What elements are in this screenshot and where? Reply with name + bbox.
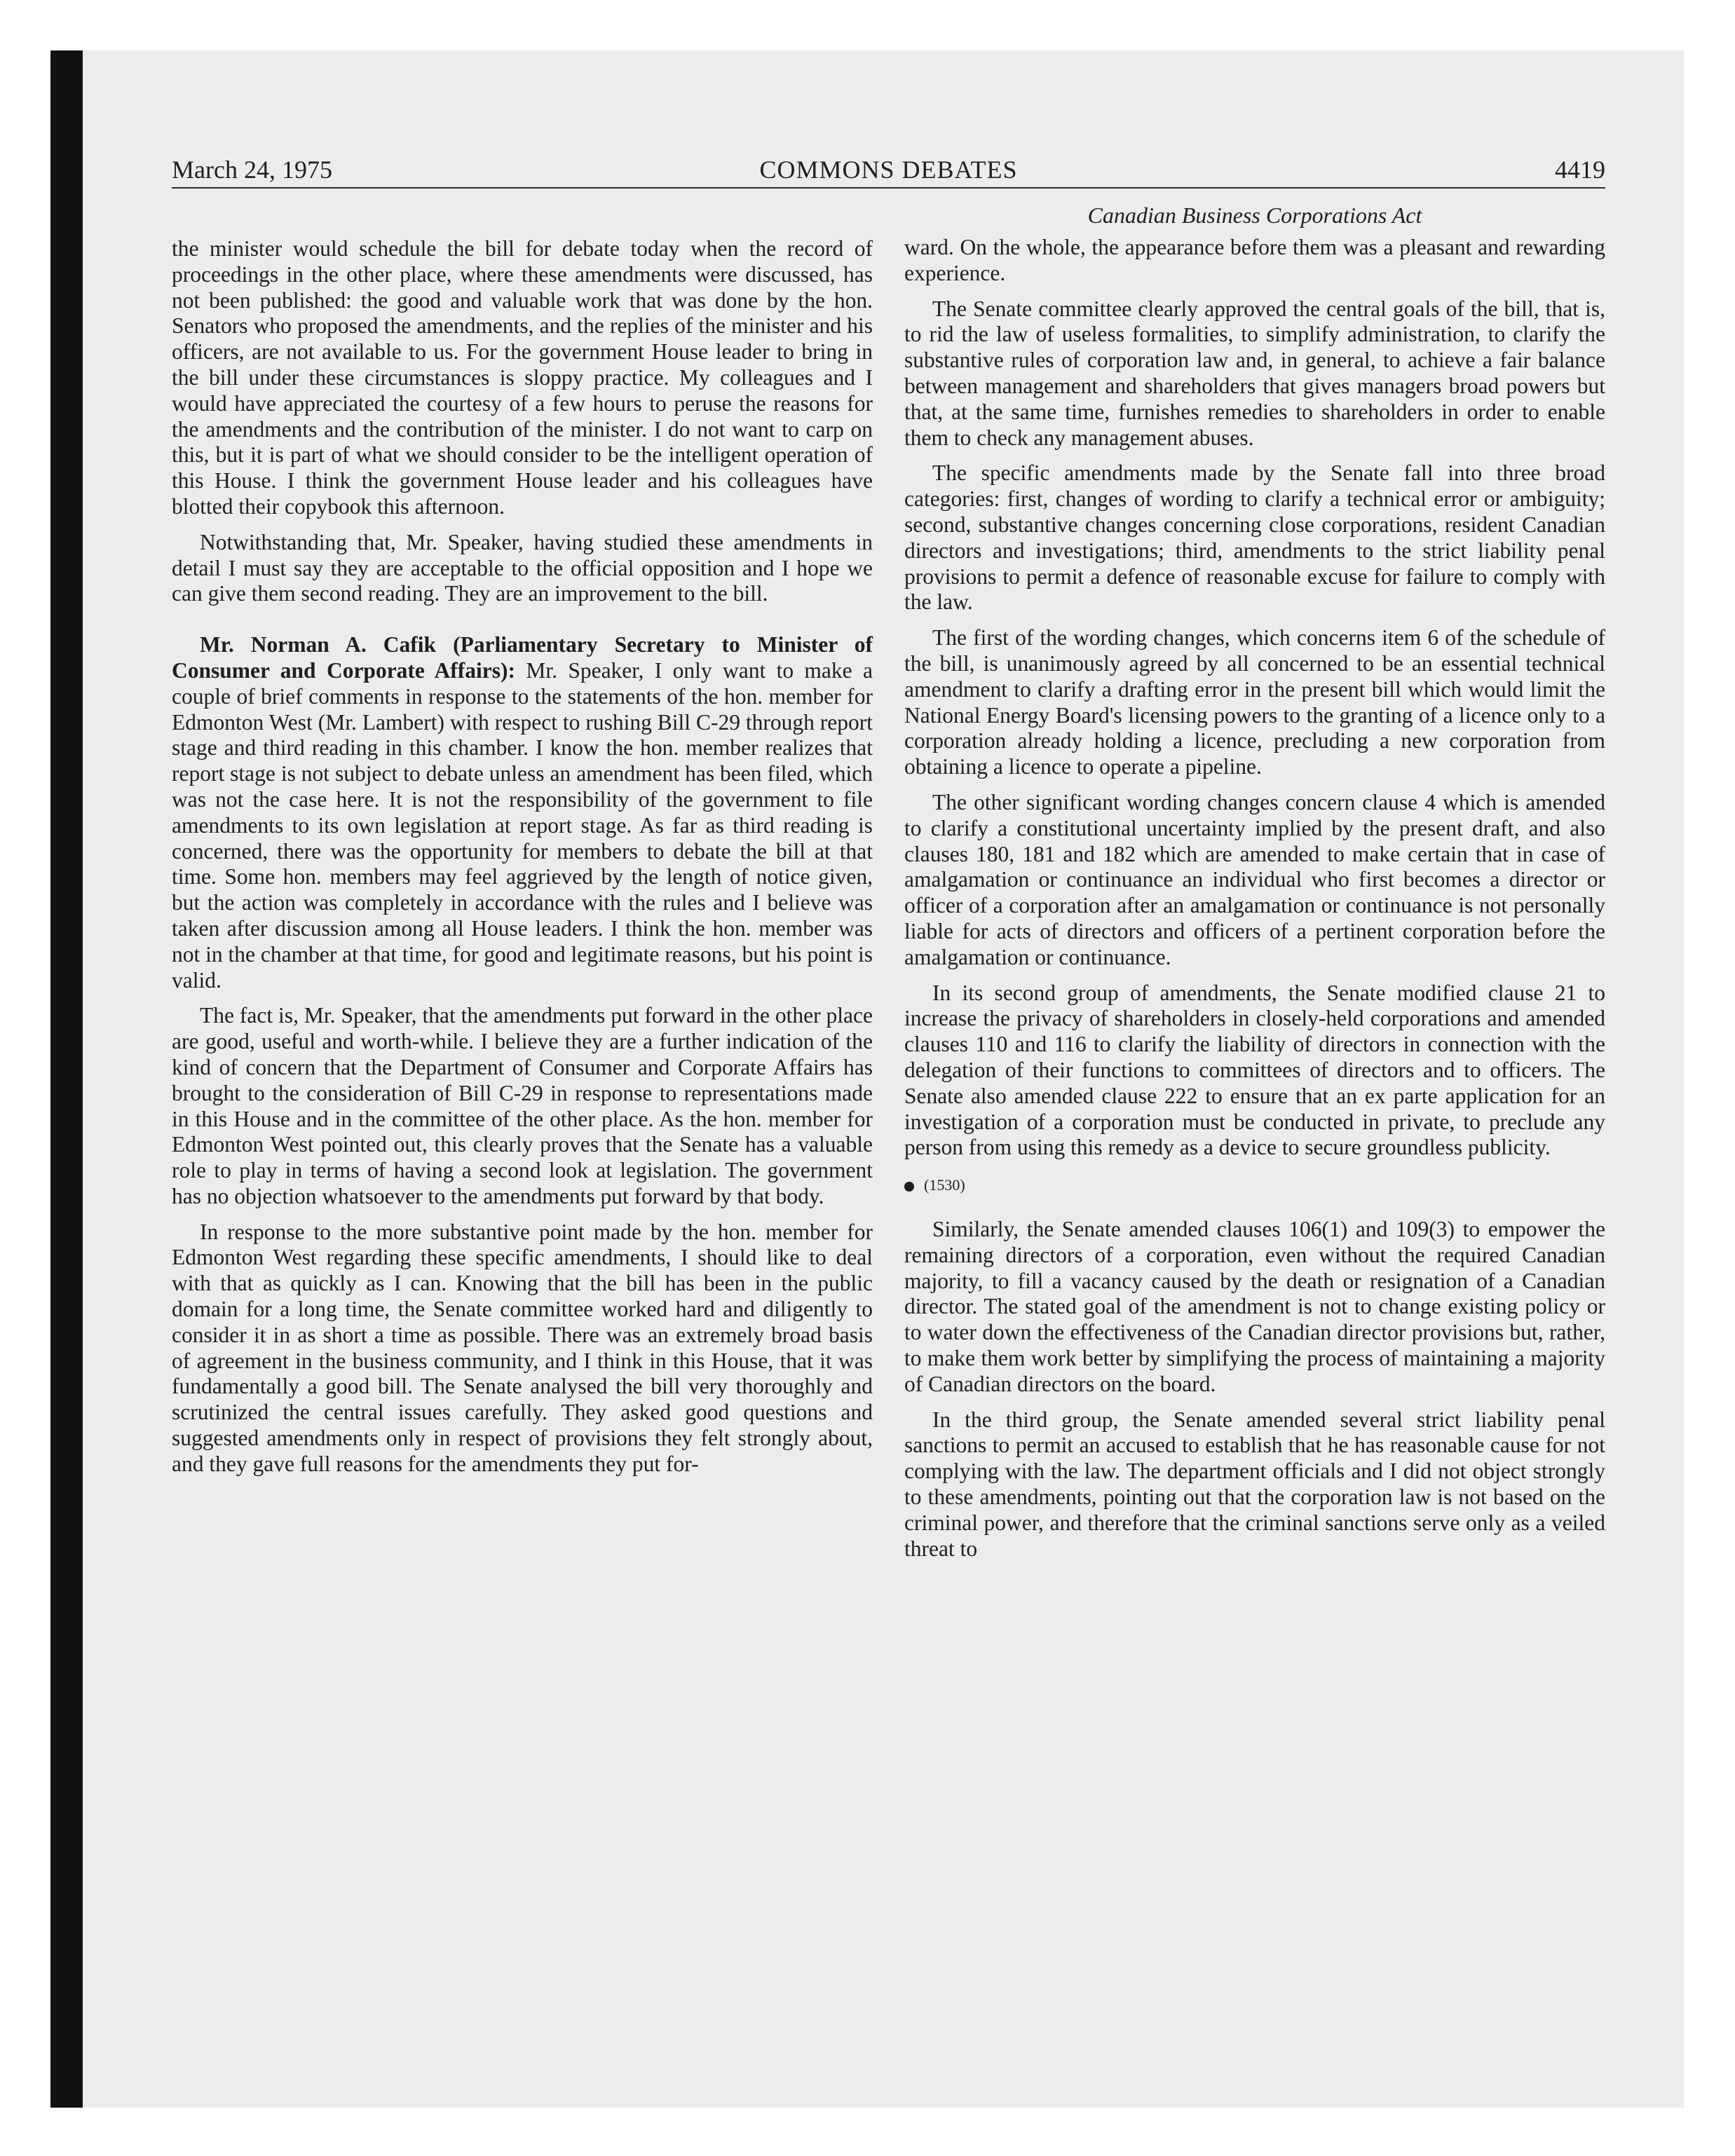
paragraph: The specific amendments made by the Senate fall into three broad categories: first, changes of wording to clarify a technical error or ambiguity; second, substantive changes concerning close corporations, resident Canadian directors and investigations; third, amendments to the strict liability penal provisions to permit a defence of reasonable excuse for failure to comply with the law.: [904, 460, 1605, 615]
paragraph: ward. On the whole, the appearance before them was a pleasant and rewarding experience.: [904, 235, 1605, 285]
paragraph: Notwithstanding that, Mr. Speaker, having studied these amendments in detail I must say they are acceptable to the official opposition and I hope we can give them second reading. They are an improvement to the bill.: [172, 529, 873, 606]
speaker-text: Mr. Speaker, I only want to make a couple of brief comments in response to the statements of the hon. member for Edmonton West (Mr. Lambert) with respect to rushing Bill C-29 through report stage and third reading in this chamber. I know the hon. member realizes that report stage is not subject to debate unless an amendment has been filed, which was not the case here. It is not the responsibility of the government to file amendments to its own legislation at report stage. As far as third reading is concerned, there was the opportunity for members to debate the bill at that time. Some hon. members may feel aggrieved by the length of notice given, but the action was completely in accordance with the rules and I believe was taken after discussion among all House leaders. I think the hon. member was not in the chamber at that time, for good and legitimate reasons, but his point is valid.: [172, 657, 873, 992]
paragraph: In its second group of amendments, the Senate modified clause 21 to increase the privacy of shareholders in closely-held corporations and amended clauses 110 and 116 to clarify the liability of directors in connection with the delegation of their functions to committees of directors and to officers. The Senate also amended clause 222 to ensure that an ex parte application for an investigation of a corporation must be conducted in private, to preclude any person from using this remedy as a device to secure groundless publicity.: [904, 980, 1605, 1160]
bullet-icon: [904, 1182, 914, 1192]
paragraph: Similarly, the Senate amended clauses 106(1) and 109(3) to empower the remaining directors of a corporation, even without the required Canadian majority, to fill a vacancy caused by the death or resignation of a Canadian director. The stated goal of the amendment is not to change existing policy or to water down the effectiveness of the Canadian director provisions but, rather, to make them work better by simplifying the process of maintaining a majority of Canadian directors on the board.: [904, 1217, 1605, 1396]
paragraph: The fact is, Mr. Speaker, that the amendments put forward in the other place are good, useful and worth-while. I believe they are a further indication of the kind of concern that the Department of Consumer and Corporate Affairs has brought to the consideration of Bill C-29 in response to representations made in this House and in the committee of the other place. As the hon. member for Edmonton West pointed out, this clearly proves that the Senate has a valuable role to play in terms of having a second look at legislation. The government has no objection whatsoever to the amendments put forward by that body.: [172, 1003, 873, 1208]
timestamp-text: (1530): [924, 1176, 965, 1194]
page-header: [172, 151, 1605, 189]
paragraph: In the third group, the Senate amended several strict liability penal sanctions to permit an accused to establish that he has reasonable cause for not complying with the law. The department officials and I did not object strongly to these amendments, pointing out that the corporation law is not based on the criminal power, and therefore that the criminal sanctions serve only as a veiled threat to: [904, 1407, 1605, 1561]
paragraph: The first of the wording changes, which concerns item 6 of the schedule of the bill, is unanimously agreed by all concerned to be an essential technical amendment to clarify a drafting error in the present bill which would limit the National Energy Board's licensing powers to the granting of a licence only to a corporation already holding a licence, precluding a new corporation from obtaining a licence to operate a pipeline.: [904, 625, 1605, 779]
right-column: [904, 203, 1605, 1571]
header-title: COMMONS DEBATES: [759, 156, 1018, 184]
timestamp-marker: [904, 1175, 1605, 1196]
left-column: [172, 203, 873, 1571]
speaker-name: Mr. Norman A. Cafik (Parliamentary Secretary to Minister of Consumer and Corporate Affairs):: [172, 632, 873, 683]
running-head: Canadian Business Corporations Act: [1087, 203, 1422, 228]
document-page: [172, 151, 1605, 1571]
paragraph: The other significant wording changes concern clause 4 which is amended to clarify a constitutional uncertainty implied by the present draft, and also clauses 180, 181 and 182 which are amended to make certain that in case of amalgamation or continuance an individual who first becomes a director or officer of a corporation after an amalgamation or continuance is not personally liable for acts of directors and officers of a pertinent corporation before the amalgamation or continuance.: [904, 789, 1605, 969]
paragraph: the minister would schedule the bill for debate today when the record of proceedings in the other place, where these amendments were discussed, has not been published: the good and valuable work that was done by the hon. Senators who proposed the amendments, and the replies of the minister and his officers, are not available to us. For the government House leader to bring in the bill under these circumstances is sloppy practice. My colleagues and I would have appreciated the courtesy of a few hours to peruse the reasons for the amendments and the contribution of the minister. I do not want to carp on this, but it is part of what we should consider to be the intelligent operation of this House. I think the government House leader and his colleagues have blotted their copybook this afternoon.: [172, 236, 873, 519]
scan-edge-bar: [50, 50, 83, 2108]
paragraph: In response to the more substantive point made by the hon. member for Edmonton West regarding these specific amendments, I should like to deal with that as quickly as I can. Knowing that the bill has been in the public domain for a long time, the Senate committee worked hard and diligently to consider it in as short a time as possible. There was an extremely broad basis of agreement in the business community, and I think in this House, that it was fundamentally a good bill. The Senate analysed the bill very thoroughly and scrutinized the central issues carefully. They asked good questions and suggested amendments only in respect of provisions they felt strongly about, and they gave full reasons for the amendments they put for-: [172, 1219, 873, 1476]
paragraph: The Senate committee clearly approved the central goals of the bill, that is, to rid the law of useless formalities, to simplify administration, to clarify the substantive rules of corporation law and, in general, to achieve a fair balance between management and shareholders that gives managers broad powers but that, at the same time, furnishes remedies to shareholders in order to enable them to check any management abuses.: [904, 296, 1605, 450]
header-date: March 24, 1975: [172, 156, 332, 184]
text-columns: [172, 203, 1605, 1571]
header-page-number: 4419: [1555, 156, 1605, 184]
speaker-paragraph: [172, 632, 873, 993]
